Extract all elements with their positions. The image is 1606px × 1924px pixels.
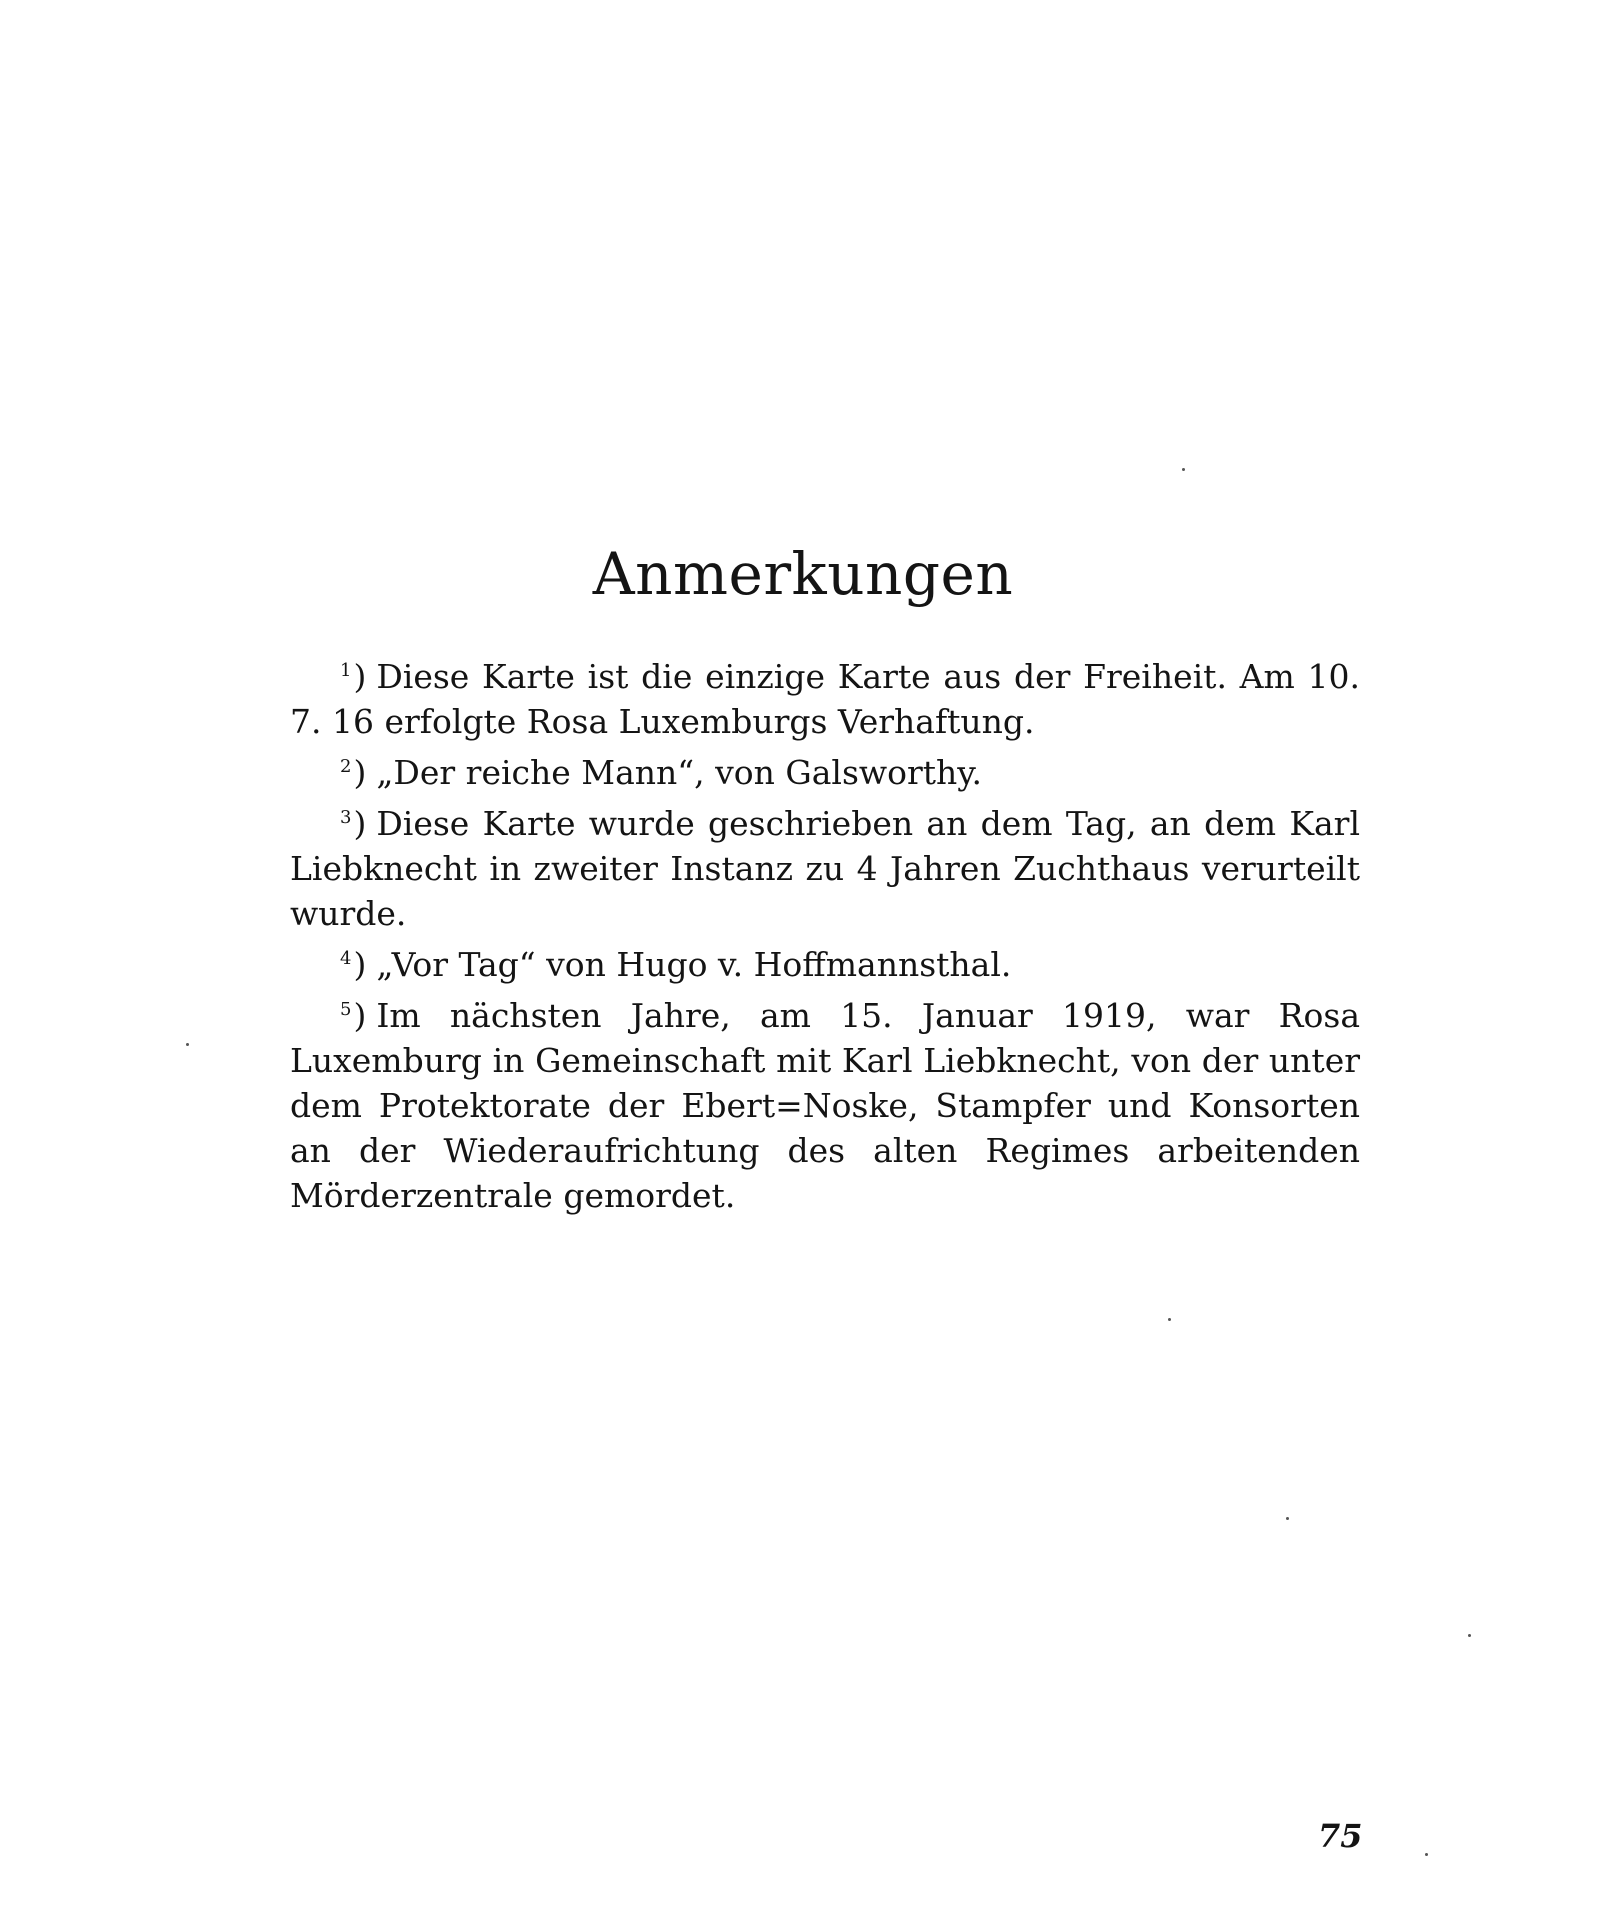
footnote-5: $^5$) Im nächsten Jahre, am 15. Januar 1919, war Rosa Luxemburg in Gemeinschaft mit Karl Liebknecht, von der unter dem Protektorate der Ebert=Noske, Stampfer und Konsorten an der Wiederaufrichtung des alten Regimes arbeitenden Mörderzentrale gemordet.	[290, 996, 1360, 1215]
footnote-text: „Vor Tag“ von Hugo v. Hoffmannsthal.	[376, 945, 1012, 984]
footnote-4: $^4$) „Vor Tag“ von Hugo v. Hoffmannsthal.	[340, 945, 1012, 984]
scan-speck	[1425, 1853, 1428, 1856]
footnote-marker: 3	[340, 807, 352, 828]
footnote-text: Diese Karte ist die einzige Karte aus der Freiheit. Am 10. 7. 16 erfolgte Rosa Luxemburgs Verhaftung.	[290, 657, 1360, 741]
scan-speck	[186, 1043, 189, 1046]
scan-speck	[1468, 1634, 1471, 1637]
footnote-marker: 4	[340, 948, 352, 969]
footnote-3: $^3$) Diese Karte wurde geschrieben an dem Tag, an dem Karl Liebknecht in zweiter Instanz zu 4 Jahren Zuchthaus verurteilt wurde.	[290, 804, 1360, 933]
footnote-1: $^1$) Diese Karte ist die einzige Karte aus der Freiheit. Am 10. 7. 16 erfolgte Rosa Luxemburgs Verhaftung.	[290, 657, 1360, 741]
scan-speck	[1182, 468, 1185, 471]
footnote-marker: 5	[340, 999, 352, 1020]
footnote-marker: 1	[340, 660, 352, 681]
footnote-text: Im nächsten Jahre, am 15. Januar 1919, war Rosa Luxemburg in Gemeinschaft mit Karl Liebknecht, von der unter dem Protektorate der Ebert=Noske, Stampfer und Konsorten an der Wiederaufrichtung des alten Regimes arbeitenden Mörderzentrale gemordet.	[290, 996, 1360, 1215]
page-number: 75	[1318, 1817, 1363, 1855]
scan-speck	[1168, 1318, 1171, 1321]
footnote-marker: 2	[340, 756, 352, 777]
page-title: Anmerkungen	[592, 540, 1014, 608]
footnote-2: $^2$) „Der reiche Mann“, von Galsworthy.	[340, 753, 983, 792]
scan-speck	[1286, 1517, 1289, 1520]
footnotes-list	[290, 648, 1360, 1218]
footnote-text: Diese Karte wurde geschrieben an dem Tag, an dem Karl Liebknecht in zweiter Instanz zu 4 Jahren Zuchthaus verurteilt wurde.	[290, 804, 1360, 933]
footnote-text: „Der reiche Mann“, von Galsworthy.	[376, 753, 983, 792]
